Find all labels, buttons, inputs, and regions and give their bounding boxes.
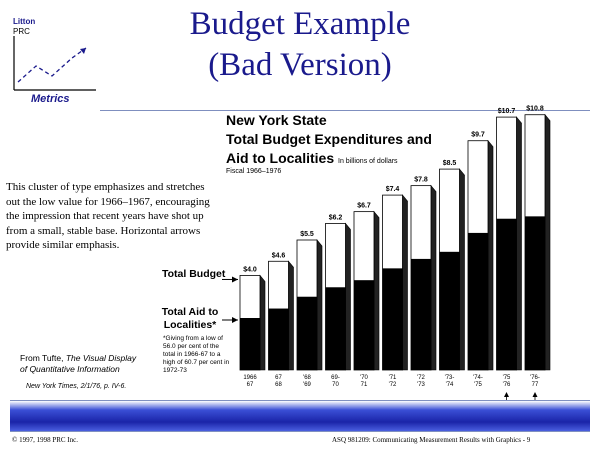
bar-side-76-77 [545, 115, 550, 370]
source-reference: New York Times, 2/1/76, p. IV-6. [26, 383, 127, 390]
chart-title-line2: Total Budget Expenditures and [226, 131, 432, 147]
tick-label-top-74-75: '74- [473, 375, 483, 381]
logo-caption: Metrics [31, 93, 70, 105]
chart-title [226, 111, 516, 171]
aid-bar-72-73 [411, 259, 431, 370]
value-label-75-76: $10.7 [497, 108, 516, 116]
bar-group-72-73 [411, 186, 436, 370]
value-label-67-68: $4.6 [271, 252, 286, 260]
footer-copyright: © 1997, 1998 PRC Inc. [12, 436, 78, 444]
aid-bar-1966-67 [240, 318, 260, 370]
source-citation [20, 353, 136, 375]
tick-label-top-70-71: '70 [360, 375, 368, 381]
bar-side-69-70 [346, 223, 351, 370]
bar-side-73-74 [460, 169, 465, 370]
tick-label-top-73-74: '73- [444, 375, 455, 381]
value-label-69-70: $6.2 [328, 214, 343, 222]
bar-group-73-74 [440, 169, 465, 370]
aid-bar-68-69 [297, 297, 317, 370]
slide-title-line1: Budget Example [189, 6, 411, 42]
bar-group-1966-67 [240, 275, 265, 370]
tick-label-top-1966-67: 1966 [243, 375, 257, 381]
tick-label-bottom-74-75: '75 [474, 382, 482, 388]
total-aid-label-line1: Total Aid to [161, 306, 219, 318]
slide-title-line2: (Bad Version) [208, 47, 392, 83]
aid-bar-73-74 [440, 252, 460, 370]
bar-side-72-73 [431, 186, 436, 370]
tick-label-bottom-67-68: 68 [275, 382, 282, 388]
value-label-70-71: $6.7 [357, 202, 371, 210]
value-label-71-72: $7.4 [385, 186, 400, 194]
aid-bar-74-75 [468, 233, 488, 370]
bar-side-68-69 [317, 240, 322, 370]
tick-label-bottom-1966-67: 67 [246, 382, 254, 388]
aid-bar-71-72 [383, 268, 403, 370]
bar-side-1966-67 [260, 275, 265, 370]
source-title: The Visual Display [65, 353, 137, 363]
bar-group-69-70 [326, 223, 351, 370]
bar-group-68-69 [297, 240, 322, 370]
value-label-73-74: $8.5 [442, 160, 457, 168]
tick-label-bottom-75-76: '76 [502, 382, 511, 388]
chart-units: In billions of dollars [338, 158, 398, 165]
aid-bar-76-77 [525, 216, 545, 370]
total-budget-arrowhead-icon [232, 276, 238, 282]
total-aid-label-line2: Localities* [163, 319, 217, 331]
tick-label-top-76-77: '76- [530, 375, 540, 381]
chart-title-line1: New York State [226, 112, 327, 128]
value-label-1966-67: $4.0 [243, 266, 257, 274]
value-label-74-75: $9.7 [471, 131, 485, 139]
bar-side-74-75 [488, 141, 493, 370]
aid-footnote: *Giving from a low of 56.0 per cent of the total in 1966-67 to a high of 60.7 per cent in 1972-73 [163, 335, 230, 374]
tick-label-top-71-72: '71 [388, 375, 397, 381]
tick-label-bottom-69-70: 70 [332, 382, 339, 388]
commentary-text: This cluster of type emphasizes and stretches out the low value for 1966–1967, encouraging the impression that recent years have shot up from a small, stable base. Horizontal arrows provide similar emphasis. [6, 181, 210, 251]
bar-group-74-75 [468, 141, 493, 370]
chart-subtitle: Fiscal 1966–1976 [226, 168, 282, 175]
source-title-continued: of Quantitative Information [20, 364, 120, 374]
up-arrowhead-icon-75-76 [504, 392, 509, 397]
bar-group-71-72 [383, 195, 408, 370]
tick-label-bottom-71-72: '72 [388, 382, 397, 388]
bar-side-70-71 [374, 212, 379, 370]
value-label-72-73: $7.8 [414, 176, 428, 184]
up-arrowhead-icon-76-77 [533, 392, 538, 397]
bar-group-67-68 [269, 261, 294, 370]
chart-title-line3-text: Aid to Localities [226, 150, 335, 166]
logo-bottom-text: PRC [13, 27, 30, 36]
aid-bar-67-68 [269, 309, 289, 370]
source-prefix: From Tufte, [20, 353, 66, 363]
bar-side-67-68 [289, 261, 294, 370]
footer-banner [10, 400, 590, 432]
aid-bar-70-71 [354, 280, 374, 370]
tick-label-top-72-73: '72 [417, 375, 425, 381]
bar-group-70-71 [354, 212, 379, 370]
value-label-68-69: $5.5 [300, 231, 314, 238]
bar-group-76-77 [525, 115, 550, 370]
tick-label-top-68-69: '68 [303, 375, 311, 381]
chart-tick-labels [243, 375, 540, 388]
tick-label-bottom-72-73: '73 [417, 382, 425, 388]
bar-side-75-76 [517, 117, 522, 370]
value-label-76-77: $10.8 [526, 105, 544, 113]
tick-label-top-69-70: 69- [331, 375, 340, 381]
bar-side-71-72 [403, 195, 408, 370]
total-aid-label [160, 306, 220, 332]
tick-label-bottom-70-71: 71 [360, 382, 368, 388]
aid-arrowhead-icon [232, 317, 238, 323]
footer-course-info: ASQ 981209: Communicating Measurement Results with Graphics - 9 [332, 436, 531, 444]
total-budget-label: Total Budget [162, 268, 226, 280]
aid-bar-69-70 [326, 287, 346, 370]
aid-bar-75-76 [497, 219, 517, 370]
tick-label-bottom-68-69: '69 [303, 382, 311, 388]
tick-label-top-67-68: 67 [275, 375, 282, 381]
logo-top-text: Litton [13, 17, 36, 26]
tick-label-bottom-76-77: 77 [531, 382, 539, 388]
tick-label-bottom-73-74: '74 [445, 382, 454, 388]
tick-label-top-75-76: '75 [502, 375, 511, 381]
